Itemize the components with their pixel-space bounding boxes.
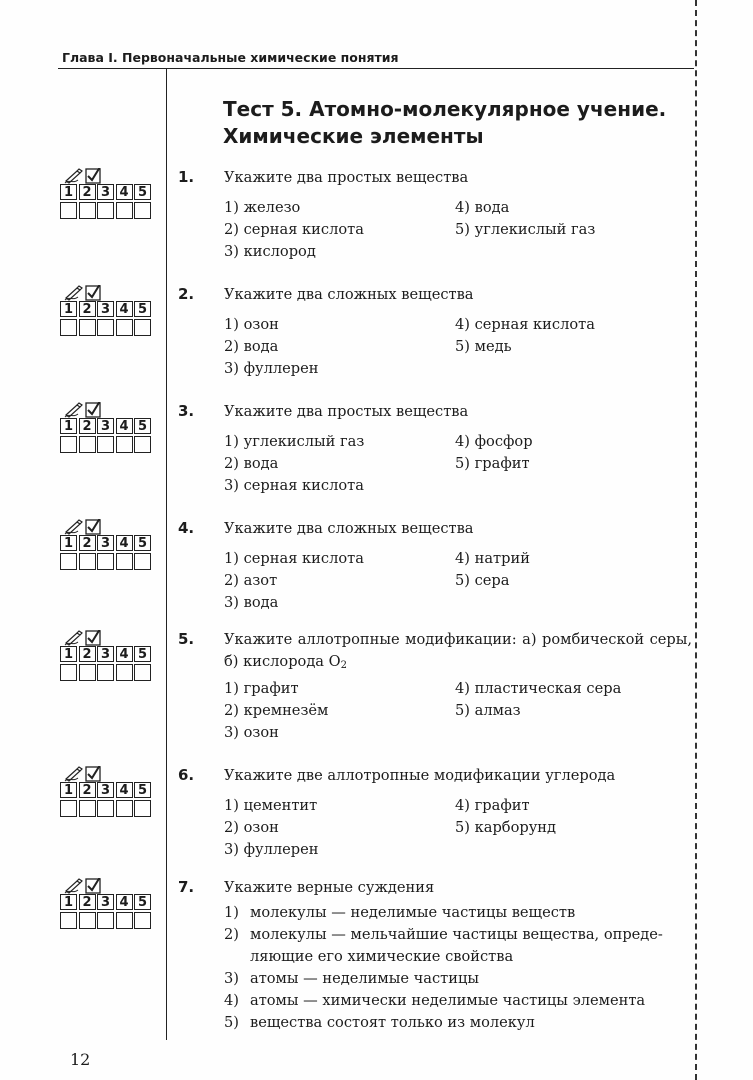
option-label: медь xyxy=(474,338,512,355)
digit-cell: 2 xyxy=(79,418,96,434)
header-rule xyxy=(58,68,694,69)
answer-cell[interactable] xyxy=(97,912,114,929)
question-text-body: Укажите аллотропные модификации: а) ромбической серы, б) кислорода O xyxy=(224,631,692,670)
question-number: 4. xyxy=(178,519,195,537)
answer-digits xyxy=(60,418,153,434)
option-number: 4) xyxy=(224,992,239,1009)
answer-cells xyxy=(60,912,153,929)
digit-cell: 5 xyxy=(134,646,151,662)
answer-cells xyxy=(60,664,153,681)
option-number: 2) xyxy=(224,455,239,472)
answer-option[interactable] xyxy=(224,924,694,968)
answer-option[interactable] xyxy=(455,316,595,333)
digit-cell: 4 xyxy=(116,418,133,434)
option-number: 2) xyxy=(224,819,239,836)
answer-option[interactable] xyxy=(224,680,299,697)
subscript: 2 xyxy=(340,660,347,671)
question-text-body: Укажите верные суждения xyxy=(224,879,435,896)
question-number: 6. xyxy=(178,766,195,784)
answer-option[interactable] xyxy=(455,433,533,450)
option-number: 2) xyxy=(224,702,239,719)
answer-option[interactable] xyxy=(224,243,316,260)
answer-option[interactable] xyxy=(224,433,364,450)
option-number: 3) xyxy=(224,841,239,858)
question-text xyxy=(224,401,692,423)
answer-cell[interactable] xyxy=(60,912,77,929)
digit-cell: 4 xyxy=(116,301,133,317)
answer-cell[interactable] xyxy=(79,800,96,817)
question-text-body: Укажите два сложных вещества xyxy=(224,520,474,537)
answer-cell[interactable] xyxy=(134,436,151,453)
digit-cell: 2 xyxy=(79,184,96,200)
option-number: 1) xyxy=(224,680,239,697)
option-number: 5) xyxy=(455,702,470,719)
question-text-body: Укажите два простых вещества xyxy=(224,403,469,420)
answer-cell[interactable] xyxy=(97,319,114,336)
answer-option[interactable] xyxy=(224,841,319,858)
answer-cell[interactable] xyxy=(60,202,77,219)
option-number: 4) xyxy=(455,680,470,697)
digit-cell: 5 xyxy=(134,894,151,910)
answer-cell[interactable] xyxy=(79,912,96,929)
answer-option[interactable] xyxy=(224,724,279,741)
digit-cell: 2 xyxy=(79,646,96,662)
answer-option[interactable] xyxy=(224,797,317,814)
option-label: железо xyxy=(243,199,301,216)
digit-cell: 2 xyxy=(79,535,96,551)
digit-cell: 4 xyxy=(116,782,133,798)
answer-cells xyxy=(60,800,153,817)
page-title xyxy=(223,96,693,150)
answer-option[interactable] xyxy=(455,572,509,589)
question-text-body: Укажите два сложных вещества xyxy=(224,286,474,303)
digit-cell: 1 xyxy=(60,301,77,317)
option-number: 3) xyxy=(224,477,239,494)
option-label: азот xyxy=(243,572,278,589)
digit-cell: 3 xyxy=(97,894,114,910)
answer-option[interactable] xyxy=(224,199,300,216)
answer-digits xyxy=(60,646,153,662)
option-label: молекулы — мельчайшие частицы вещества, опреде- xyxy=(250,926,663,943)
option-label: серная кислота xyxy=(474,316,595,333)
option-label: вода xyxy=(474,199,510,216)
option-label: карборунд xyxy=(474,819,557,836)
digit-cell: 3 xyxy=(97,646,114,662)
answer-box xyxy=(60,519,160,575)
digit-cell: 1 xyxy=(60,184,77,200)
option-label: графит xyxy=(243,680,299,697)
digit-cell: 2 xyxy=(79,894,96,910)
option-label: углекислый газ xyxy=(243,433,365,450)
answer-cell[interactable] xyxy=(134,912,151,929)
answer-option[interactable] xyxy=(224,990,694,1012)
answer-cell[interactable] xyxy=(79,202,96,219)
margin-rule xyxy=(166,68,167,1040)
answer-box xyxy=(60,168,160,224)
option-label: озон xyxy=(243,724,279,741)
answer-digits xyxy=(60,535,153,551)
answer-option[interactable] xyxy=(455,702,521,719)
option-label: атомы — химически неделимые частицы элемента xyxy=(250,992,646,1009)
answer-option[interactable] xyxy=(224,968,694,990)
answer-option[interactable] xyxy=(455,199,509,216)
option-number: 1) xyxy=(224,550,239,567)
question-text xyxy=(224,284,692,306)
answer-option[interactable] xyxy=(224,316,279,333)
digit-cell: 5 xyxy=(134,535,151,551)
option-number: 2) xyxy=(224,926,239,943)
answer-option[interactable] xyxy=(224,338,278,355)
answer-cell[interactable] xyxy=(116,912,133,929)
digit-cell: 3 xyxy=(97,184,114,200)
question-number: 2. xyxy=(178,285,195,303)
page-number: 12 xyxy=(70,1050,91,1069)
answer-option[interactable] xyxy=(455,797,530,814)
option-number: 3) xyxy=(224,724,239,741)
digit-cell: 5 xyxy=(134,184,151,200)
answer-cell[interactable] xyxy=(79,319,96,336)
option-number: 2) xyxy=(224,572,239,589)
digit-cell: 1 xyxy=(60,535,77,551)
question-text xyxy=(224,765,692,787)
answer-cell[interactable] xyxy=(116,319,133,336)
digit-cell: 2 xyxy=(79,782,96,798)
answer-option[interactable] xyxy=(224,702,328,719)
answer-option[interactable] xyxy=(224,455,278,472)
answer-cell[interactable] xyxy=(60,664,77,681)
option-number: 1) xyxy=(224,797,239,814)
answer-cell[interactable] xyxy=(60,319,77,336)
question-number: 3. xyxy=(178,402,195,420)
option-label: вода xyxy=(243,338,279,355)
option-number: 4) xyxy=(455,550,470,567)
option-number: 4) xyxy=(455,199,470,216)
digit-cell: 4 xyxy=(116,894,133,910)
option-label: озон xyxy=(243,819,279,836)
option-number: 5) xyxy=(455,221,470,238)
option-label: кислород xyxy=(243,243,316,260)
option-number: 1) xyxy=(224,904,239,921)
option-number: 2) xyxy=(224,338,239,355)
option-label-cont: ляющие его химические свойства xyxy=(250,948,514,965)
digit-cell: 1 xyxy=(60,646,77,662)
option-label: фуллерен xyxy=(243,360,319,377)
question-text xyxy=(224,518,692,540)
answer-cell[interactable] xyxy=(134,800,151,817)
chapter-header: Глава I. Первоначальные химические понятия xyxy=(62,50,399,65)
answer-option[interactable] xyxy=(455,550,530,567)
answer-cell[interactable] xyxy=(134,553,151,570)
answer-cell[interactable] xyxy=(116,436,133,453)
options-list xyxy=(224,902,694,1034)
answer-cell[interactable] xyxy=(116,553,133,570)
answer-cell[interactable] xyxy=(60,553,77,570)
answer-cell[interactable] xyxy=(116,800,133,817)
answer-option[interactable] xyxy=(455,338,512,355)
answer-option[interactable] xyxy=(224,1012,694,1034)
answer-cell[interactable] xyxy=(134,664,151,681)
question-number: 7. xyxy=(178,878,195,896)
answer-option[interactable] xyxy=(224,572,277,589)
option-number: 4) xyxy=(455,316,470,333)
answer-option[interactable] xyxy=(224,477,364,494)
answer-cell[interactable] xyxy=(134,202,151,219)
digit-cell: 1 xyxy=(60,894,77,910)
option-label: серная кислота xyxy=(243,221,364,238)
title-line-1: Тест 5. Атомно-молекулярное учение. xyxy=(223,97,667,121)
answer-cell[interactable] xyxy=(97,553,114,570)
answer-box xyxy=(60,630,160,686)
option-number: 3) xyxy=(224,594,239,611)
answer-cells xyxy=(60,319,153,336)
answer-cell[interactable] xyxy=(97,436,114,453)
answer-cell[interactable] xyxy=(116,664,133,681)
option-label: алмаз xyxy=(474,702,521,719)
cut-line xyxy=(695,0,697,1080)
option-label: пластическая сера xyxy=(474,680,622,697)
question-number: 1. xyxy=(178,168,195,186)
answer-cell[interactable] xyxy=(134,319,151,336)
option-label: натрий xyxy=(474,550,530,567)
answer-cell[interactable] xyxy=(79,664,96,681)
answer-cell[interactable] xyxy=(79,553,96,570)
answer-box xyxy=(60,766,160,822)
answer-cell[interactable] xyxy=(79,436,96,453)
option-label: вода xyxy=(243,594,279,611)
answer-cell[interactable] xyxy=(116,202,133,219)
option-number: 3) xyxy=(224,970,239,987)
answer-box xyxy=(60,878,160,934)
option-label: атомы — неделимые частицы xyxy=(250,970,479,987)
answer-option[interactable] xyxy=(224,902,694,924)
option-number: 1) xyxy=(224,316,239,333)
option-number: 2) xyxy=(224,221,239,238)
digit-cell: 1 xyxy=(60,782,77,798)
answer-option[interactable] xyxy=(224,550,364,567)
option-label: серная кислота xyxy=(243,550,364,567)
question-text-body: Укажите два простых вещества xyxy=(224,169,469,186)
digit-cell: 2 xyxy=(79,301,96,317)
option-number: 5) xyxy=(455,819,470,836)
answer-option[interactable] xyxy=(224,594,278,611)
option-number: 4) xyxy=(455,797,470,814)
answer-option[interactable] xyxy=(455,819,556,836)
answer-digits xyxy=(60,301,153,317)
digit-cell: 5 xyxy=(134,782,151,798)
answer-digits xyxy=(60,894,153,910)
answer-option[interactable] xyxy=(224,221,364,238)
option-number: 1) xyxy=(224,433,239,450)
option-label: кремнезём xyxy=(243,702,329,719)
answer-digits xyxy=(60,782,153,798)
option-label: вода xyxy=(243,455,279,472)
answer-option[interactable] xyxy=(455,221,595,238)
answer-cell[interactable] xyxy=(60,800,77,817)
option-label: цементит xyxy=(243,797,318,814)
option-label: серная кислота xyxy=(243,477,364,494)
digit-cell: 5 xyxy=(134,418,151,434)
question-text xyxy=(224,167,692,189)
option-label: вещества состоят только из молекул xyxy=(250,1014,535,1031)
answer-box xyxy=(60,285,160,341)
question-text xyxy=(224,629,692,677)
option-label: молекулы — неделимые частицы веществ xyxy=(250,904,576,921)
option-number: 5) xyxy=(455,455,470,472)
option-number: 3) xyxy=(224,243,239,260)
option-label: графит xyxy=(474,455,530,472)
option-number: 5) xyxy=(455,338,470,355)
option-label: углекислый газ xyxy=(474,221,596,238)
digit-cell: 4 xyxy=(116,646,133,662)
option-number: 1) xyxy=(224,199,239,216)
option-label: озон xyxy=(243,316,279,333)
answer-cells xyxy=(60,436,153,453)
digit-cell: 5 xyxy=(134,301,151,317)
question-number: 5. xyxy=(178,630,195,648)
digit-cell: 1 xyxy=(60,418,77,434)
option-label: фосфор xyxy=(474,433,533,450)
option-number: 5) xyxy=(455,572,470,589)
option-label: сера xyxy=(474,572,510,589)
digit-cell: 4 xyxy=(116,184,133,200)
option-number: 4) xyxy=(455,433,470,450)
title-line-2: Химические элементы xyxy=(223,124,484,148)
question-text-body: Укажите две аллотропные модификации углерода xyxy=(224,767,616,784)
answer-cell[interactable] xyxy=(60,436,77,453)
option-label: фуллерен xyxy=(243,841,319,858)
answer-cells xyxy=(60,553,153,570)
question-text xyxy=(224,877,692,899)
answer-option[interactable] xyxy=(224,819,279,836)
answer-option[interactable] xyxy=(455,455,530,472)
digit-cell: 4 xyxy=(116,535,133,551)
option-number: 3) xyxy=(224,360,239,377)
option-label: графит xyxy=(474,797,530,814)
digit-cell: 3 xyxy=(97,535,114,551)
digit-cell: 3 xyxy=(97,782,114,798)
digit-cell: 3 xyxy=(97,418,114,434)
answer-cell[interactable] xyxy=(97,664,114,681)
answer-cell[interactable] xyxy=(97,800,114,817)
answer-cell[interactable] xyxy=(97,202,114,219)
answer-box xyxy=(60,402,160,458)
answer-option[interactable] xyxy=(455,680,621,697)
answer-cells xyxy=(60,202,153,219)
option-number: 5) xyxy=(224,1014,239,1031)
answer-option[interactable] xyxy=(224,360,319,377)
answer-digits xyxy=(60,184,153,200)
digit-cell: 3 xyxy=(97,301,114,317)
